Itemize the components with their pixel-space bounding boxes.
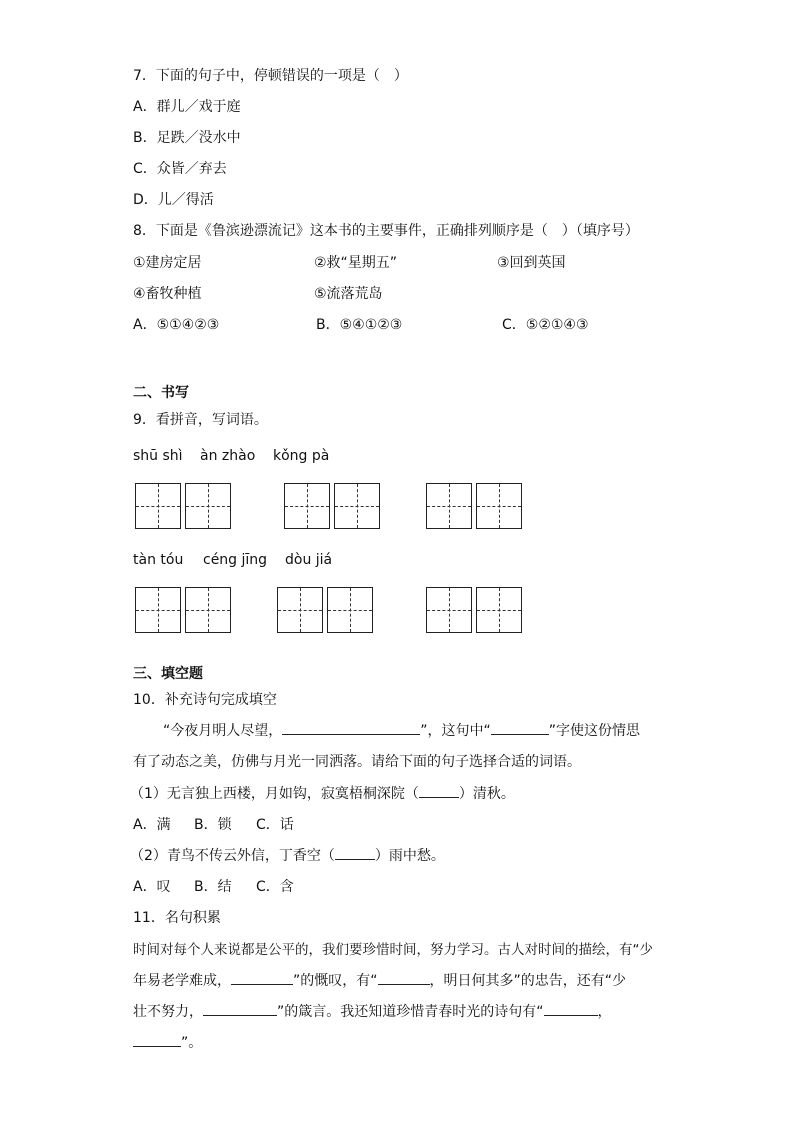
q11-blank-2[interactable]	[378, 972, 430, 985]
writing-box[interactable]	[426, 587, 472, 633]
pinyin-2: àn zhào	[200, 448, 256, 464]
pinyin-5: céng jīng	[203, 552, 268, 568]
q10-sentence-1: （1）无言独上西楼，月如钩，寂寞梧桐深院（ ）清秋。	[130, 786, 515, 802]
q11-stem: 11．名句积累	[133, 910, 221, 926]
writing-box[interactable]	[185, 587, 231, 633]
q11-line-2: 年易老学难成， ”的慨叹，有“ ，明日何其多”的忠告，还有“少	[133, 973, 627, 989]
writing-box[interactable]	[135, 587, 181, 633]
q10-blank-1[interactable]	[282, 722, 420, 735]
q10-1-option-b: B．锁	[194, 817, 232, 833]
writing-box[interactable]	[327, 587, 373, 633]
q8-event-3: ③回到英国	[497, 255, 566, 271]
q8-event-2: ②救“星期五”	[314, 255, 398, 271]
writing-box[interactable]	[135, 483, 181, 529]
writing-box[interactable]	[277, 587, 323, 633]
pinyin-6: dòu jiá	[285, 552, 333, 568]
q8-event-4: ④畜牧种植	[133, 286, 202, 302]
q7-option-b: B．足跌／没水中	[133, 130, 241, 146]
q10-2-option-b: B．结	[194, 879, 232, 895]
section-title-writing: 二、书写	[133, 385, 189, 401]
q8-stem: 8．下面是《鲁滨逊漂流记》这本书的主要事件，正确排列顺序是（ ）（填序号）	[133, 223, 639, 239]
q8-event-1: ①建房定居	[133, 255, 202, 271]
q7-option-a: A．群儿／戏于庭	[133, 99, 241, 115]
q11-line-1: 时间对每个人来说都是公平的，我们要珍惜时间，努力学习。古人对时间的描绘，有“少	[133, 942, 653, 958]
q10-paragraph-line-2: 有了动态之美，仿佛与月光一同洒落。请给下面的句子选择合适的词语。	[133, 754, 581, 770]
writing-box[interactable]	[426, 483, 472, 529]
pinyin-4: tàn tóu	[133, 552, 184, 568]
q7-stem: 7．下面的句子中，停顿错误的一项是（ ）	[133, 68, 408, 84]
q10-1-option-a: A．满	[133, 817, 171, 833]
q8-option-b: B．⑤④①②③	[316, 317, 403, 333]
q10-2-option-c: C．含	[256, 879, 294, 895]
writing-box[interactable]	[334, 483, 380, 529]
q8-option-c: C．⑤②①④③	[502, 317, 589, 333]
writing-box[interactable]	[185, 483, 231, 529]
q11-blank-5[interactable]	[133, 1034, 181, 1047]
writing-box[interactable]	[476, 483, 522, 529]
q11-blank-1[interactable]	[231, 972, 293, 985]
q10-blank-4[interactable]	[335, 847, 375, 860]
pinyin-3: kǒng pà	[273, 448, 330, 464]
q11-blank-4[interactable]	[544, 1003, 598, 1016]
q11-line-4: ”。	[133, 1034, 202, 1052]
writing-box[interactable]	[284, 483, 330, 529]
pinyin-1: shū shì	[133, 448, 183, 464]
q10-sentence-2: （2）青鸟不传云外信，丁香空（ ）雨中愁。	[130, 848, 445, 864]
q11-blank-3[interactable]	[203, 1003, 277, 1016]
q7-option-c: C．众皆／弃去	[133, 161, 227, 177]
q10-1-option-c: C．话	[256, 817, 294, 833]
q10-2-option-a: A．叹	[133, 879, 171, 895]
section-title-fill: 三、填空题	[133, 666, 203, 682]
q7-option-d: D．儿／得活	[133, 192, 214, 208]
q11-line-3: 壮不努力， ”的箴言。我还知道珍惜青春时光的诗句有“ ，	[133, 1004, 612, 1020]
q10-blank-2[interactable]	[491, 722, 549, 735]
q10-stem: 10．补充诗句完成填空	[133, 692, 277, 708]
q8-option-a: A．⑤①④②③	[133, 317, 220, 333]
q10-paragraph-line-1: “今夜月明人尽望， ”，这句中“ ”字使这份情思	[163, 723, 641, 739]
writing-box[interactable]	[476, 587, 522, 633]
q9-stem: 9．看拼音，写词语。	[133, 412, 268, 428]
q10-blank-3[interactable]	[419, 785, 459, 798]
q8-event-5: ⑤流落荒岛	[314, 286, 383, 302]
